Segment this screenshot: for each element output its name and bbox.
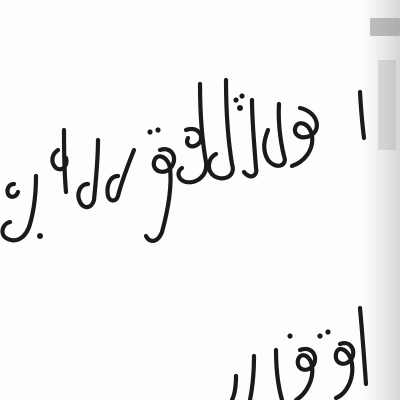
handwritten-line-1 [3, 80, 364, 241]
handwritten-line-2 [232, 308, 366, 400]
